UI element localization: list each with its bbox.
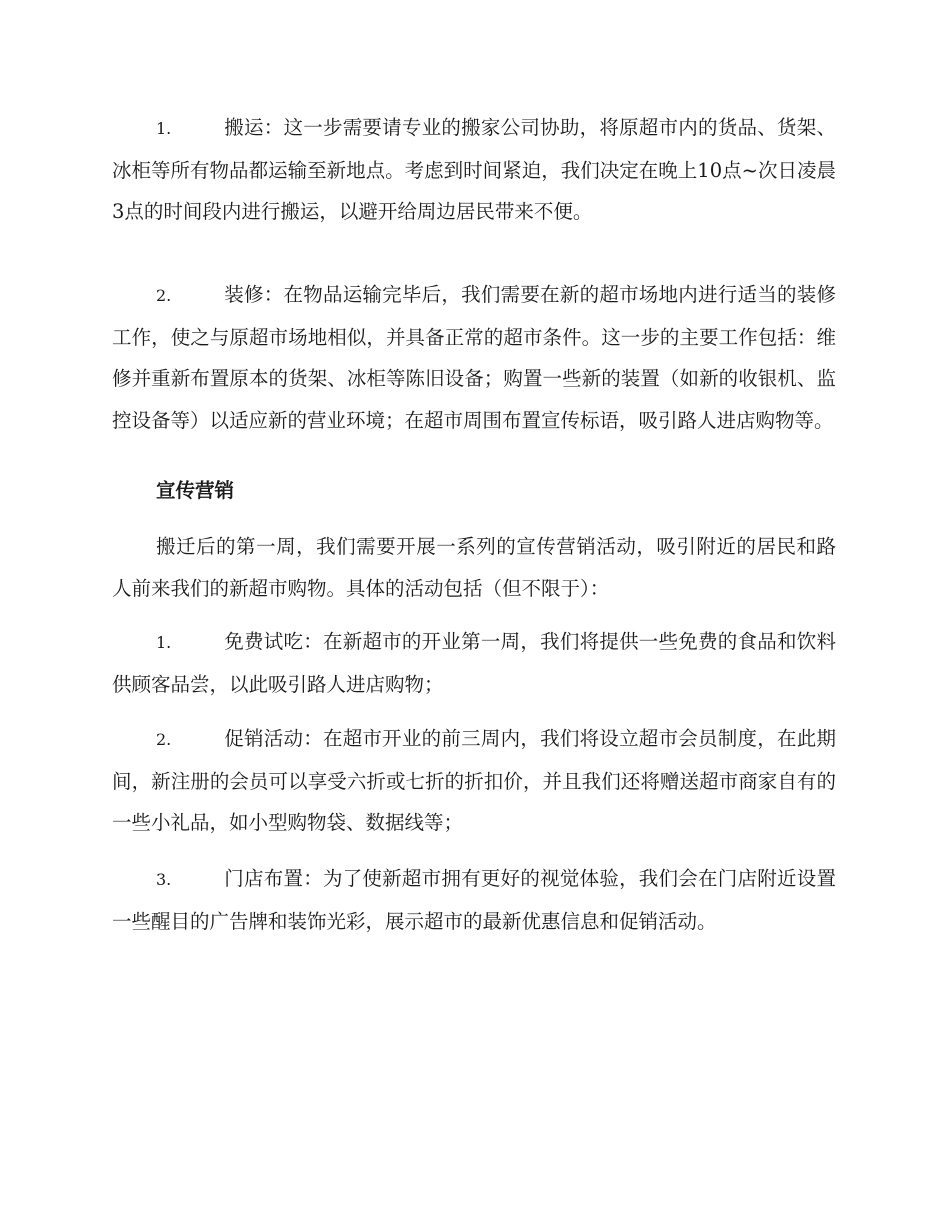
list-number: 2. (156, 730, 172, 749)
moving-list-item-1 (112, 107, 836, 233)
moving-list-item-2 (112, 274, 836, 441)
section-heading: 宣传营销 (156, 479, 235, 502)
marketing-list-item-1 (112, 621, 836, 705)
list-item-text: 门店布置：为了使新超市拥有更好的视觉体验，我们会在门店附近设置一些醒目的广告牌和装饰光彩，展示超市的最新优惠信息和促销活动。 (112, 867, 836, 933)
list-number: 3. (156, 870, 172, 889)
list-item-text: 促销活动：在超市开业的前三周内，我们将设立超市会员制度，在此期间，新注册的会员可以享受六折或七折的折扣价，并且我们还将赠送超市商家自有的一些小礼品，如小型购物袋、数据线等； (112, 727, 836, 834)
marketing-list-item-2 (112, 718, 836, 844)
list-number: 1. (156, 119, 172, 138)
list-number: 2. (156, 286, 172, 305)
list-number: 1. (156, 633, 172, 652)
list-item-text: 装修：在物品运输完毕后，我们需要在新的超市场地内进行适当的装修工作，使之与原超市场地相似，并具备正常的超市条件。这一步的主要工作包括：维修并重新布置原本的货架、冰柜等陈旧设备；购置一些新的装置（如新的收银机、监控设备等）以适应新的营业环境；在超市周围布置宣传标语，吸引路人进店购物等。 (112, 283, 836, 432)
marketing-list-item-3 (112, 858, 836, 942)
list-item-text: 搬运：这一步需要请专业的搬家公司协助，将原超市内的货品、货架、冰柜等所有物品都运输至新地点。考虑到时间紧迫，我们决定在晚上10点~次日凌晨3点的时间段内进行搬运，以避开给周边居民带来不便。 (112, 116, 836, 223)
marketing-intro-paragraph: 搬迁后的第一周，我们需要开展一系列的宣传营销活动，吸引附近的居民和路人前来我们的新超市购物。具体的活动包括（但不限于）： (112, 535, 836, 600)
list-item-text: 免费试吃：在新超市的开业第一周，我们将提供一些免费的食品和饮料供顾客品尝，以此吸引路人进店购物； (112, 630, 836, 696)
